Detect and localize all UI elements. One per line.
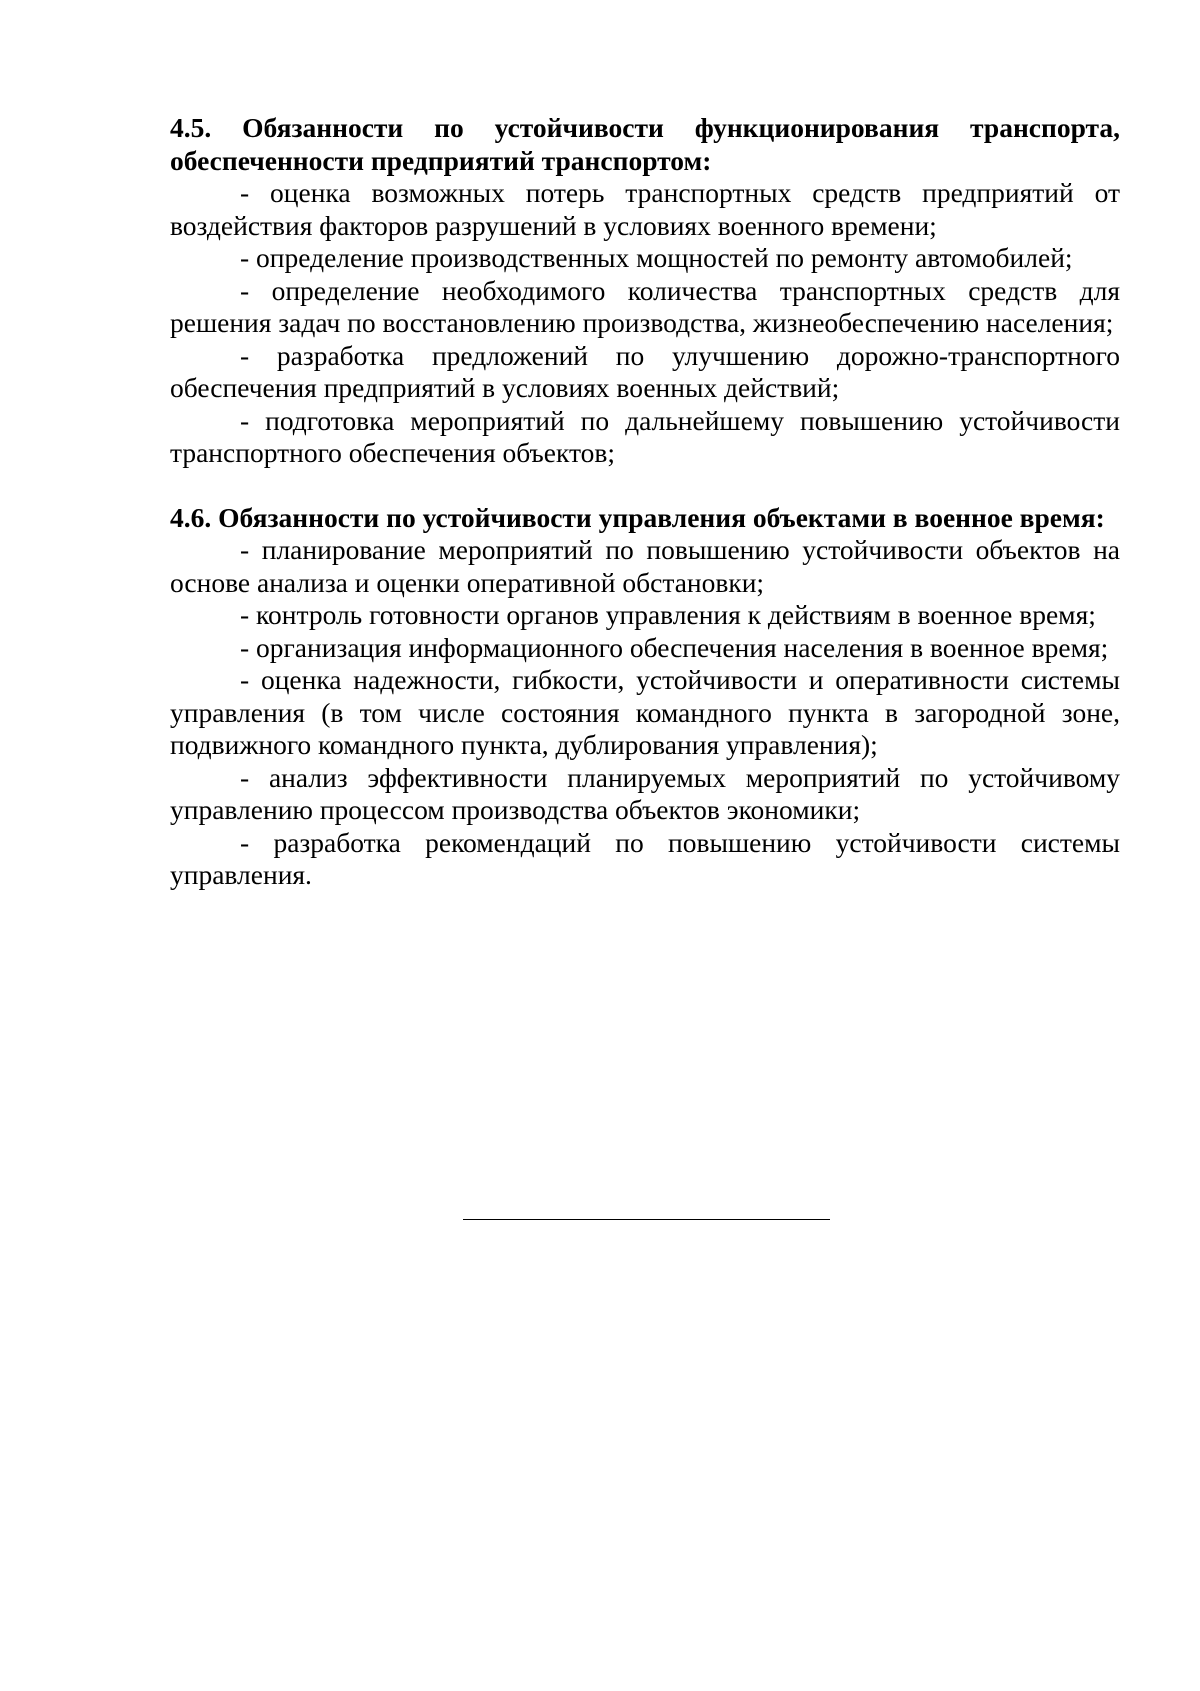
list-item: - разработка предложений по улучшению дорожно-транспортного обеспечения предприятий в условиях военных действий; <box>170 339 1120 403</box>
list-item: - контроль готовности органов управления к действиям в военное время; <box>240 599 1096 630</box>
list-item: - разработка рекомендаций по повышению устойчивости системы управления. <box>170 826 1120 890</box>
document-page <box>170 112 1120 892</box>
list-item: - планирование мероприятий по повышению устойчивости объектов на основе анализа и оценки оперативной обстановки; <box>170 534 1120 598</box>
section-heading: 4.5. Обязанности по устойчивости функционирования транспорта, обеспеченности предприятий транспортом: <box>170 112 1120 176</box>
list-item: - определение необходимого количества транспортных средств для решения задач по восстановлению производства, жизнеобеспечению населения; <box>170 274 1120 338</box>
list-item: - организация информационного обеспечения населения в военное время; <box>240 631 1109 663</box>
list-item: - оценка надежности, гибкости, устойчивости и оперативности системы управления (в том числе состояния командного пункта в загородной зоне, подвижного командного пункта, дублирования управления); <box>170 664 1120 760</box>
list-item: - определение производственных мощностей по ремонту автомобилей; <box>240 242 1073 273</box>
section-4-5 <box>170 112 1120 470</box>
section-spacer <box>170 470 1120 502</box>
list-item: - подготовка мероприятий по дальнейшему повышению устойчивости транспортного обеспечения объектов; <box>170 404 1120 468</box>
list-item: - оценка возможных потерь транспортных средств предприятий от воздействия факторов разрушений в условиях военного времени; <box>170 177 1120 241</box>
section-4-6 <box>170 502 1120 892</box>
section-heading: 4.6. Обязанности по устойчивости управления объектами в военное время: <box>170 501 1105 533</box>
end-of-document-rule <box>463 1219 830 1220</box>
list-item: - анализ эффективности планируемых мероприятий по устойчивому управлению процессом производства объектов экономики; <box>170 761 1120 825</box>
